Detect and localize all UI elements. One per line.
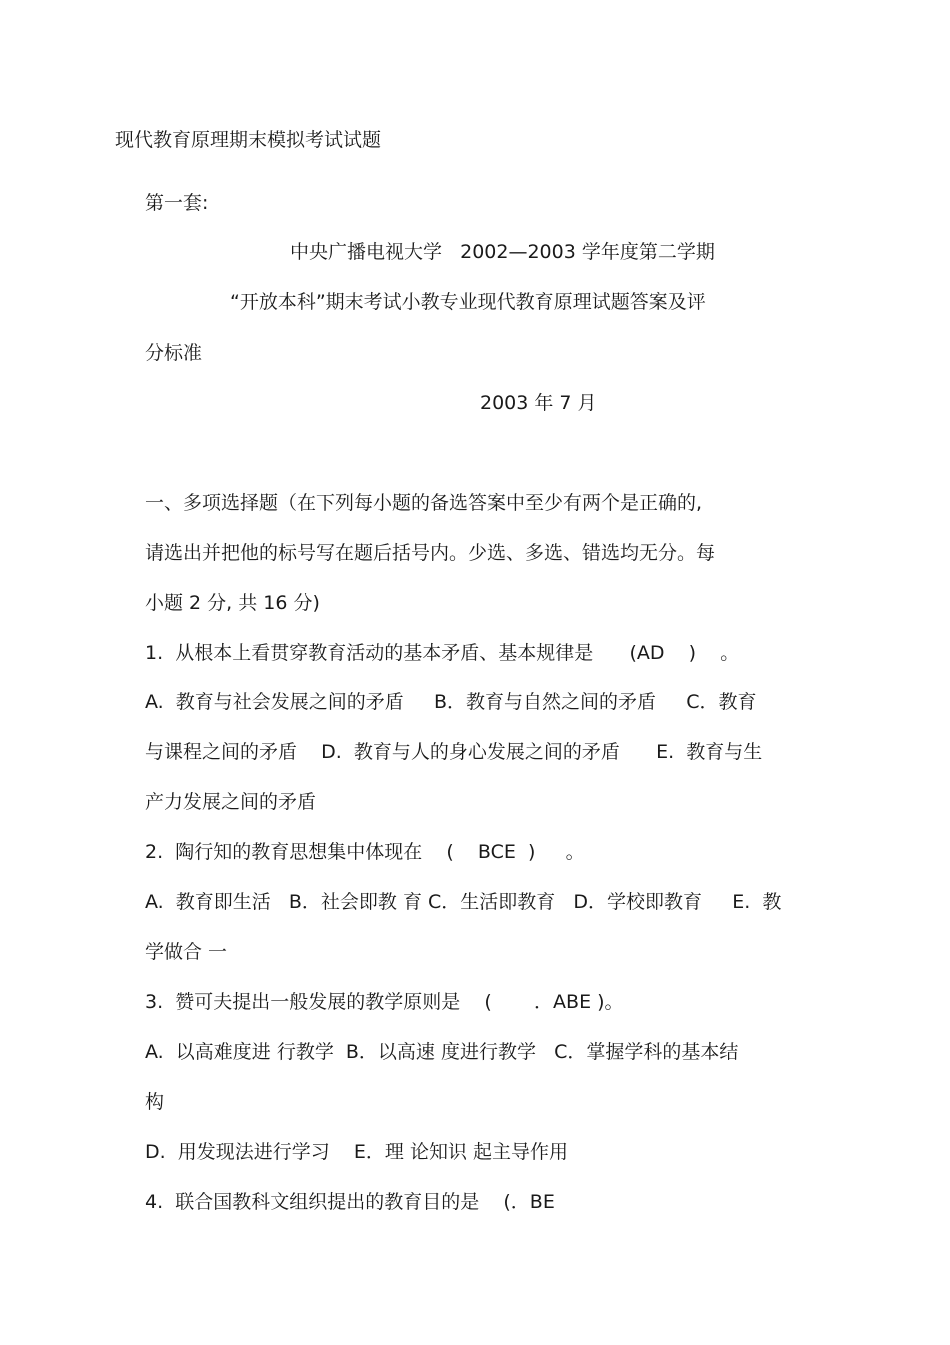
header-line-2: “开放本科”期末考试小教专业现代教育原理试题答案及评: [230, 291, 706, 313]
question-1-options-line-3: 产力发展之间的矛盾: [145, 791, 317, 813]
question-3-options-line-2: 构: [145, 1091, 165, 1113]
section-1-instruction-line-1: 一、多项选择题（在下列每小题的备选答案中至少有两个是正确的,: [145, 492, 703, 514]
question-2-options-line-2: 学做合 一: [145, 941, 228, 963]
section-1-instruction-line-2: 请选出并把他的标号写在题后括号内。少选、多选、错选均无分。每: [145, 542, 716, 564]
document-title: 现代教育原理期末模拟考试试题: [115, 129, 382, 151]
document-date: 2003 年 7 月: [480, 392, 597, 414]
question-2-stem: 2. 陶行知的教育思想集中体现在 ( BCE ) 。: [145, 841, 585, 863]
question-3-stem: 3. 赞可夫提出一般发展的教学原则是 ( ．ABE )。: [145, 991, 624, 1013]
set-label: 第一套:: [145, 192, 209, 214]
question-3-options-line-3: D. 用发现法进行学习 E．理 论知识 起主导作用: [145, 1141, 568, 1163]
question-1-options-line-1: A. 教育与社会发展之间的矛盾 B．教育与自然之间的矛盾 C．教育: [145, 691, 757, 713]
question-2-options-line-1: A. 教育即生活 B．社会即教 育 C．生活即教育 D．学校即教育 E. 教: [145, 891, 782, 913]
section-1-instruction-line-3: 小题 2 分, 共 16 分): [145, 592, 320, 614]
question-4-stem: 4. 联合国教科文组织提出的教育目的是 (．BE: [145, 1191, 555, 1213]
header-line-3: 分标准: [145, 342, 203, 364]
question-1-stem: 1. 从根本上看贯穿教育活动的基本矛盾、基本规律是 (AD ) 。: [145, 642, 740, 664]
header-line-1: 中央广播电视大学 2002—2003 学年度第二学期: [290, 241, 715, 263]
question-1-options-line-2: 与课程之间的矛盾 D. 教育与人的身心发展之间的矛盾 E. 教育与生: [145, 741, 763, 763]
question-3-options-line-1: A. 以高难度进 行教学 B．以高速 度进行教学 C．掌握学科的基本结: [145, 1041, 739, 1063]
